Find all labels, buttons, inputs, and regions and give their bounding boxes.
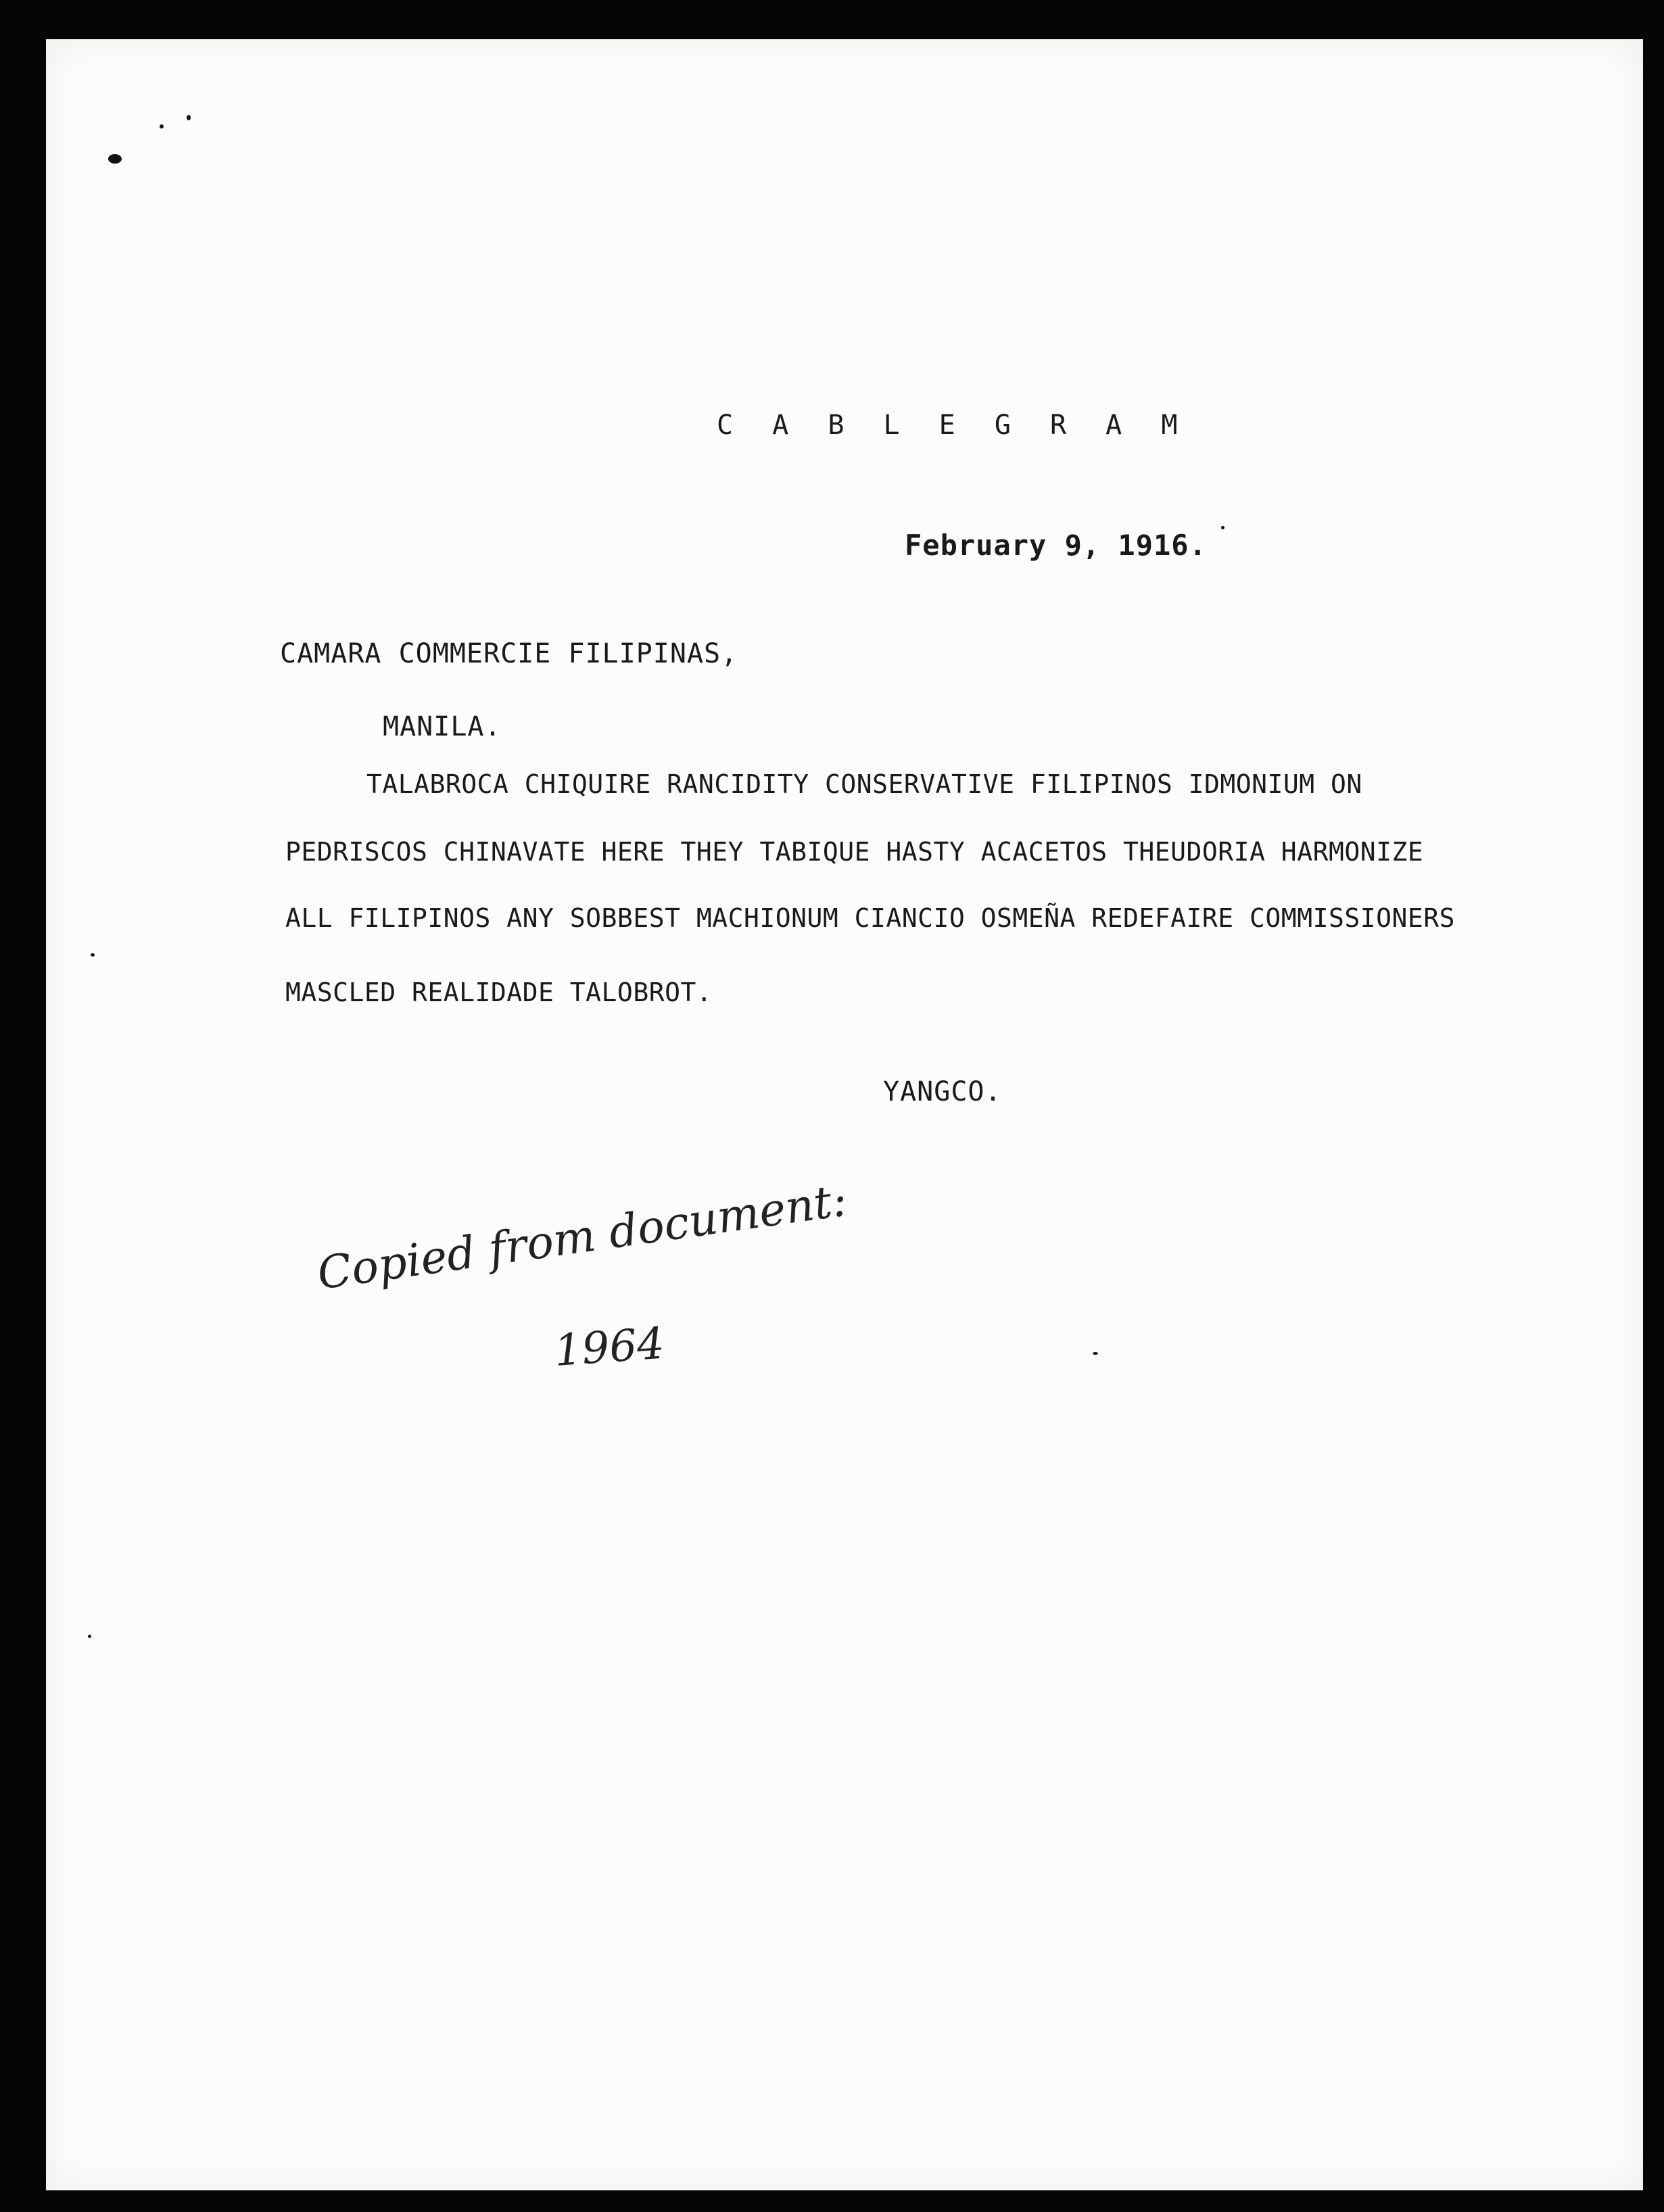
document-page [46,39,1643,2190]
message-line: TALABROCA CHIQUIRE RANCIDITY CONSERVATIVE FILIPINOS IDMONIUM ON [366,769,1362,799]
document-heading: C A B L E G R A M [717,410,1189,441]
message-line: ALL FILIPINOS ANY SOBBEST MACHIONUM CIANCIO OSMEÑA REDEFAIRE COMMISSIONERS [285,903,1455,933]
document-date: February 9, 1916. [905,529,1207,562]
ink-mark [187,115,191,120]
message-line: MASCLED REALIDADE TALOBROT. [285,978,713,1007]
signature: YANGCO. [883,1076,1002,1107]
recipient-city: MANILA. [383,711,502,742]
recipient-line: CAMARA COMMERCIE FILIPINAS, [280,638,738,669]
ink-mark [91,953,95,957]
ink-mark [160,124,164,128]
handwritten-note: Copied from document: [314,1174,851,1300]
message-line: PEDRISCOS CHINAVATE HERE THEY TABIQUE HASTY ACACETOS THEUDORIA HARMONIZE [285,837,1424,867]
handwritten-year: 1964 [552,1318,667,1376]
ink-mark [88,1635,91,1638]
ink-mark [108,154,122,164]
ink-mark [1093,1352,1098,1355]
ink-mark [1221,526,1225,529]
